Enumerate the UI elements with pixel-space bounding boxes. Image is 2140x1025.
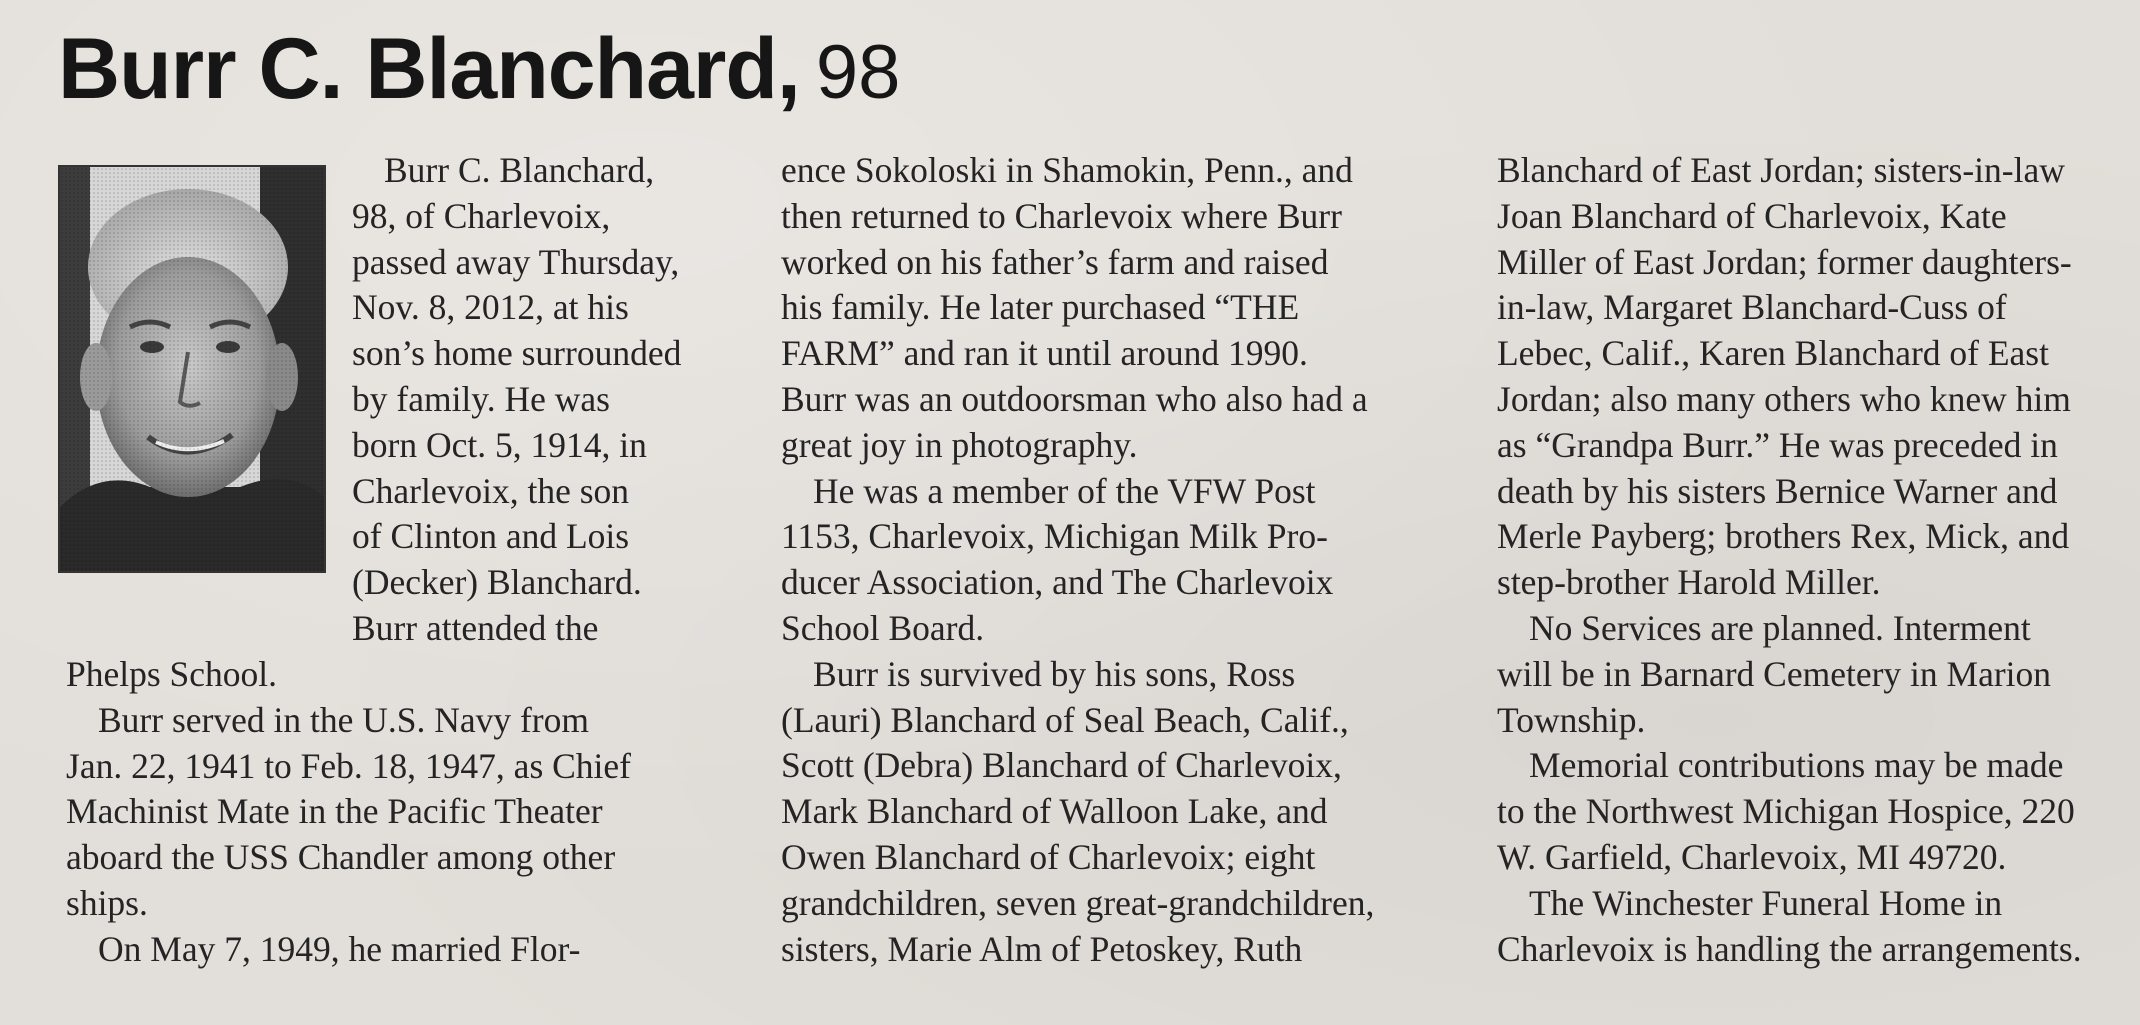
- column-2: [781, 148, 1374, 972]
- text-line: Nov. 8, 2012, at his: [352, 287, 629, 328]
- text-line: son’s home surrounded: [352, 333, 682, 374]
- text-line: Charlevoix, the son: [352, 470, 630, 511]
- text-line: Miller of East Jordan; former daughters-: [1497, 241, 2072, 282]
- text-line: 98, of Charlevoix,: [352, 195, 611, 236]
- text-line: FARM” and ran it until around 1990.: [781, 333, 1308, 374]
- portrait-photo: [58, 165, 326, 573]
- text-line: 1153, Charlevoix, Michigan Milk Pro-: [781, 516, 1328, 557]
- text-line: Merle Payberg; brothers Rex, Mick, and: [1497, 516, 2070, 557]
- text-line: Burr is survived by his sons, Ross: [813, 653, 1296, 694]
- text-line: Joan Blanchard of Charlevoix, Kate: [1497, 195, 2007, 236]
- text-line: death by his sisters Bernice Warner and: [1497, 470, 2058, 511]
- text-line: (Decker) Blanchard.: [352, 562, 642, 603]
- text-line: grandchildren, seven great-grandchildren,: [781, 882, 1375, 923]
- text-line: great joy in photography.: [781, 424, 1138, 465]
- text-line: aboard the USS Chandler among other: [66, 837, 616, 878]
- text-line: The Winchester Funeral Home in: [1529, 882, 2003, 923]
- text-line: by family. He was: [352, 378, 610, 419]
- text-line: ducer Association, and The Charlevoix: [781, 562, 1334, 603]
- text-line: ships.: [66, 882, 148, 923]
- text-line: On May 7, 1949, he married Flor-: [98, 928, 581, 969]
- portrait-image: [60, 167, 324, 571]
- headline-age: 98: [815, 30, 901, 115]
- text-line: Township.: [1497, 699, 1646, 740]
- column-3: [1497, 148, 2082, 972]
- text-line: He was a member of the VFW Post: [813, 470, 1316, 511]
- text-line: worked on his father’s farm and raised: [781, 241, 1329, 282]
- text-line: step-brother Harold Miller.: [1497, 562, 1881, 603]
- text-line: W. Garfield, Charlevoix, MI 49720.: [1497, 836, 2007, 877]
- text-line: Charlevoix is handling the arrangements.: [1497, 928, 2082, 969]
- text-line: passed away Thursday,: [352, 241, 680, 282]
- headline: [58, 21, 901, 117]
- text-line: Lebec, Calif., Karen Blanchard of East: [1497, 333, 2049, 374]
- text-line: (Lauri) Blanchard of Seal Beach, Calif.,: [781, 699, 1349, 740]
- text-line: Jan. 22, 1941 to Feb. 18, 1947, as Chief: [66, 745, 632, 786]
- text-line: No Services are planned. Interment: [1529, 607, 2031, 648]
- text-line: sisters, Marie Alm of Petoskey, Ruth: [781, 928, 1303, 969]
- column-1-bottom: [66, 652, 631, 973]
- text-line: Burr was an outdoorsman who also had a: [781, 378, 1368, 419]
- text-line: Machinist Mate in the Pacific Theater: [66, 791, 603, 832]
- text-line: ence Sokoloski in Shamokin, Penn., and: [781, 150, 1353, 190]
- text-line: will be in Barnard Cemetery in Marion: [1497, 653, 2052, 694]
- column-1-top: [352, 148, 681, 652]
- text-line: Burr attended the: [352, 607, 599, 648]
- text-line: in-law, Margaret Blanchard-Cuss of: [1497, 287, 2007, 328]
- text-line: School Board.: [781, 607, 985, 648]
- text-line: Mark Blanchard of Walloon Lake, and: [781, 791, 1328, 832]
- text-line: his family. He later purchased “THE: [781, 287, 1300, 328]
- text-line: Phelps School.: [66, 654, 278, 694]
- text-line: born Oct. 5, 1914, in: [352, 424, 647, 465]
- text-line: Scott (Debra) Blanchard of Charlevoix,: [781, 745, 1342, 786]
- text-line: to the Northwest Michigan Hospice, 220: [1497, 791, 2075, 832]
- text-line: Blanchard of East Jordan; sisters-in-law: [1497, 150, 2065, 190]
- text-line: Burr served in the U.S. Navy from: [98, 699, 589, 740]
- text-line: Jordan; also many others who knew him: [1497, 378, 2071, 419]
- headline-name: Burr C. Blanchard,: [58, 21, 800, 117]
- text-line: as “Grandpa Burr.” He was preceded in: [1497, 424, 2058, 465]
- text-line: Burr C. Blanchard,: [384, 150, 655, 190]
- text-line: Owen Blanchard of Charlevoix; eight: [781, 836, 1316, 877]
- text-line: of Clinton and Lois: [352, 516, 630, 557]
- text-line: then returned to Charlevoix where Burr: [781, 195, 1342, 236]
- text-line: Memorial contributions may be made: [1529, 745, 2064, 786]
